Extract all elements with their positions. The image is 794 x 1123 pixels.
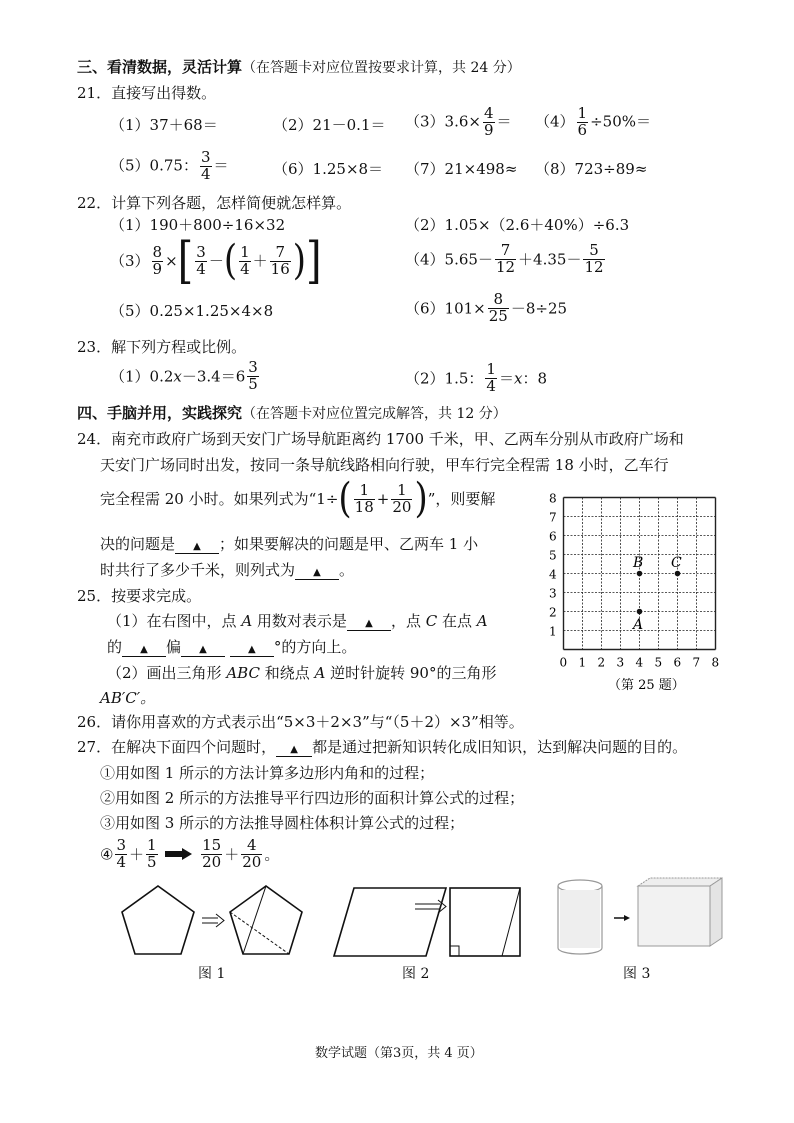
- q27-stem: 27．在解决下面四个问题时， ▲ 都是通过把新知识转化成旧知识，达到解决问题的目的。: [77, 738, 688, 756]
- grid-y-label: 6: [549, 529, 557, 544]
- q23-item2: （2）1.5： $\frac{1}{4}$ ＝x：8: [405, 360, 547, 395]
- q22-item1: （1）190＋800÷16×32: [110, 216, 286, 234]
- grid-x-label: 0: [559, 655, 568, 670]
- grid-x-label: 6: [673, 655, 682, 670]
- q22-item5: （5）0.25×1.25×4×8: [110, 302, 274, 320]
- q27-case3: ③用如图 3 所示的方法推导圆柱体积计算公式的过程；: [100, 814, 465, 832]
- q24-line4: 决的问题是 ▲ ；如果要解决的问题是甲、乙两车 1 小: [100, 535, 479, 553]
- q25-blank1[interactable]: ▲: [347, 612, 391, 631]
- q25-grid-figure: [540, 492, 730, 712]
- grid-y-label: 7: [549, 510, 557, 525]
- q21-item5: （5）0.75： $\frac{3}{4}$ ＝: [110, 148, 229, 183]
- point-c-dot: [675, 571, 681, 577]
- q25-blank4[interactable]: ▲: [230, 638, 274, 657]
- q25-stem: 25．按要求完成。: [77, 587, 202, 605]
- grid-x-labels: [560, 656, 720, 670]
- q21-item6: （6）1.25×8＝: [273, 160, 384, 178]
- q22-stem: 22．计算下列各题，怎样简便就怎样算。: [77, 194, 352, 212]
- grid-y-label: 8: [549, 492, 557, 506]
- q21-item1: （1）37＋68＝: [110, 116, 218, 134]
- q21-item8: （8）723÷89≈: [535, 160, 648, 178]
- grid-x-label: 1: [578, 655, 587, 670]
- q22-item4: （4）5.65－ $\frac{7}{12}$ ＋4.35－ $\frac{5}{12}$: [405, 241, 604, 276]
- q24-line1: 24．南充市政府广场到天安门广场导航距离约 1700 千米，甲、乙两车分别从市政府广场和: [77, 430, 684, 448]
- double-arrow-icon: [202, 914, 224, 927]
- grid-x-label: 7: [692, 655, 701, 670]
- q25-part2-line2: AB′C′。: [100, 689, 156, 707]
- q21-item4: （4） $\frac{1}{6}$ ÷50%＝: [535, 104, 652, 139]
- grid-y-label: 5: [549, 548, 557, 563]
- section4-heading: 四、手脑并用，实践探究（在答题卡对应位置完成解答，共 12 分）: [77, 404, 507, 422]
- q24-line5: 时共行了多少千米，则列式为 ▲ 。: [100, 561, 355, 579]
- figure2-parallelogram: [330, 880, 530, 970]
- arrow-right-icon: [164, 847, 194, 861]
- q24-line3: 完全程需 20 小时。如果列式为“1÷( $\frac{1}{18}$ + $\frac{1}{20}$ )”，则要解: [100, 475, 496, 523]
- q24-blank1[interactable]: ▲: [175, 535, 219, 554]
- q26-text: 26．请你用喜欢的方式表示出“5×3＋2×3”与“（5＋2）×3”相等。: [77, 713, 524, 731]
- point-b-dot: [637, 571, 643, 577]
- q27-case4: ④ $\frac{3}{4}$ ＋ $\frac{1}{5}$ $\frac{15}{20}$ ＋ $\frac{4}{20}$ 。: [100, 836, 280, 871]
- q22-item3: （3） $\frac{8}{9}$ ×[ $\frac{3}{4}$ －( $\frac{1}{4}$ ＋ $\frac{7}{16}$ )]: [110, 232, 322, 290]
- q21-item3: （3）3.6× $\frac{4}{9}$ ＝: [405, 104, 512, 139]
- q27-case2: ②用如图 2 所示的方法推导平行四边形的面积计算公式的过程；: [100, 789, 525, 807]
- q21-item7: （7）21×498≈: [405, 160, 518, 178]
- grid-y-label: 4: [549, 567, 557, 582]
- section3-note: （在答题卡对应位置按要求计算，共 24 分）: [242, 60, 521, 76]
- q23-stem: 23．解下列方程或比例。: [77, 338, 247, 356]
- grid-x-label: 3: [616, 655, 625, 670]
- q21-item2: （2）21－0.1＝: [273, 116, 386, 134]
- q23-item1: （1）0.2x－3.4＝6 $\frac{3}{5}$: [110, 358, 258, 393]
- section3-heading: [77, 58, 521, 77]
- q25-caption: （第 25 题）: [608, 678, 685, 693]
- q25-part2-line1: （2）画出三角形 ABC 和绕点 A 逆时针旋转 90°的三角形: [107, 664, 497, 682]
- grid-y-label: 3: [549, 586, 557, 601]
- grid-y-label: 2: [549, 605, 557, 620]
- grid-x-label: 4: [635, 655, 644, 670]
- grid-x-label: 5: [654, 655, 663, 670]
- page-footer: 数学试题（第3页，共 4 页）: [315, 1046, 483, 1061]
- q25-blank2[interactable]: ▲: [122, 638, 166, 657]
- figure1-pentagon: [118, 880, 348, 970]
- q21-stem: 21．直接写出得数。: [77, 84, 217, 102]
- q25-part1-line1: （1）在右图中，点 A 用数对表示是 ▲ ，点 C 在点 A: [107, 612, 488, 630]
- grid-x-label: 8: [711, 655, 720, 670]
- figure3-cylinder: [550, 876, 730, 966]
- grid-y-labels: [549, 492, 557, 639]
- point-c-label: C: [671, 555, 682, 571]
- grid-y-label: 1: [549, 624, 557, 639]
- q27-case1: ①用如图 1 所示的方法计算多边形内角和的过程；: [100, 764, 435, 782]
- point-a-dot: [637, 609, 643, 615]
- q27-blank[interactable]: ▲: [276, 738, 312, 757]
- section3-title: 三、看清数据，灵活计算: [77, 58, 243, 76]
- arrow-right-icon: [614, 915, 630, 921]
- q22-item6: （6）101× $\frac{8}{25}$ －8÷25: [405, 290, 568, 325]
- point-a-label: A: [633, 617, 644, 633]
- q22-item2: （2）1.05×（2.6＋40%）÷6.3: [405, 216, 630, 234]
- figure1-caption: 图 1: [198, 966, 226, 982]
- point-b-label: B: [633, 555, 644, 571]
- q25-part1-line2: 的 ▲ 偏 ▲ ▲ °的方向上。: [107, 638, 357, 656]
- grid-x-label: 2: [597, 655, 606, 670]
- q25-blank3[interactable]: ▲: [181, 638, 225, 657]
- q24-line2: 天安门广场同时出发，按同一条导航线路相向行驶，甲车行完全程需 18 小时，乙车行: [100, 456, 669, 474]
- figure2-caption: 图 2: [402, 966, 430, 982]
- figure3-caption: 图 3: [623, 966, 651, 982]
- q24-blank2[interactable]: ▲: [295, 561, 339, 580]
